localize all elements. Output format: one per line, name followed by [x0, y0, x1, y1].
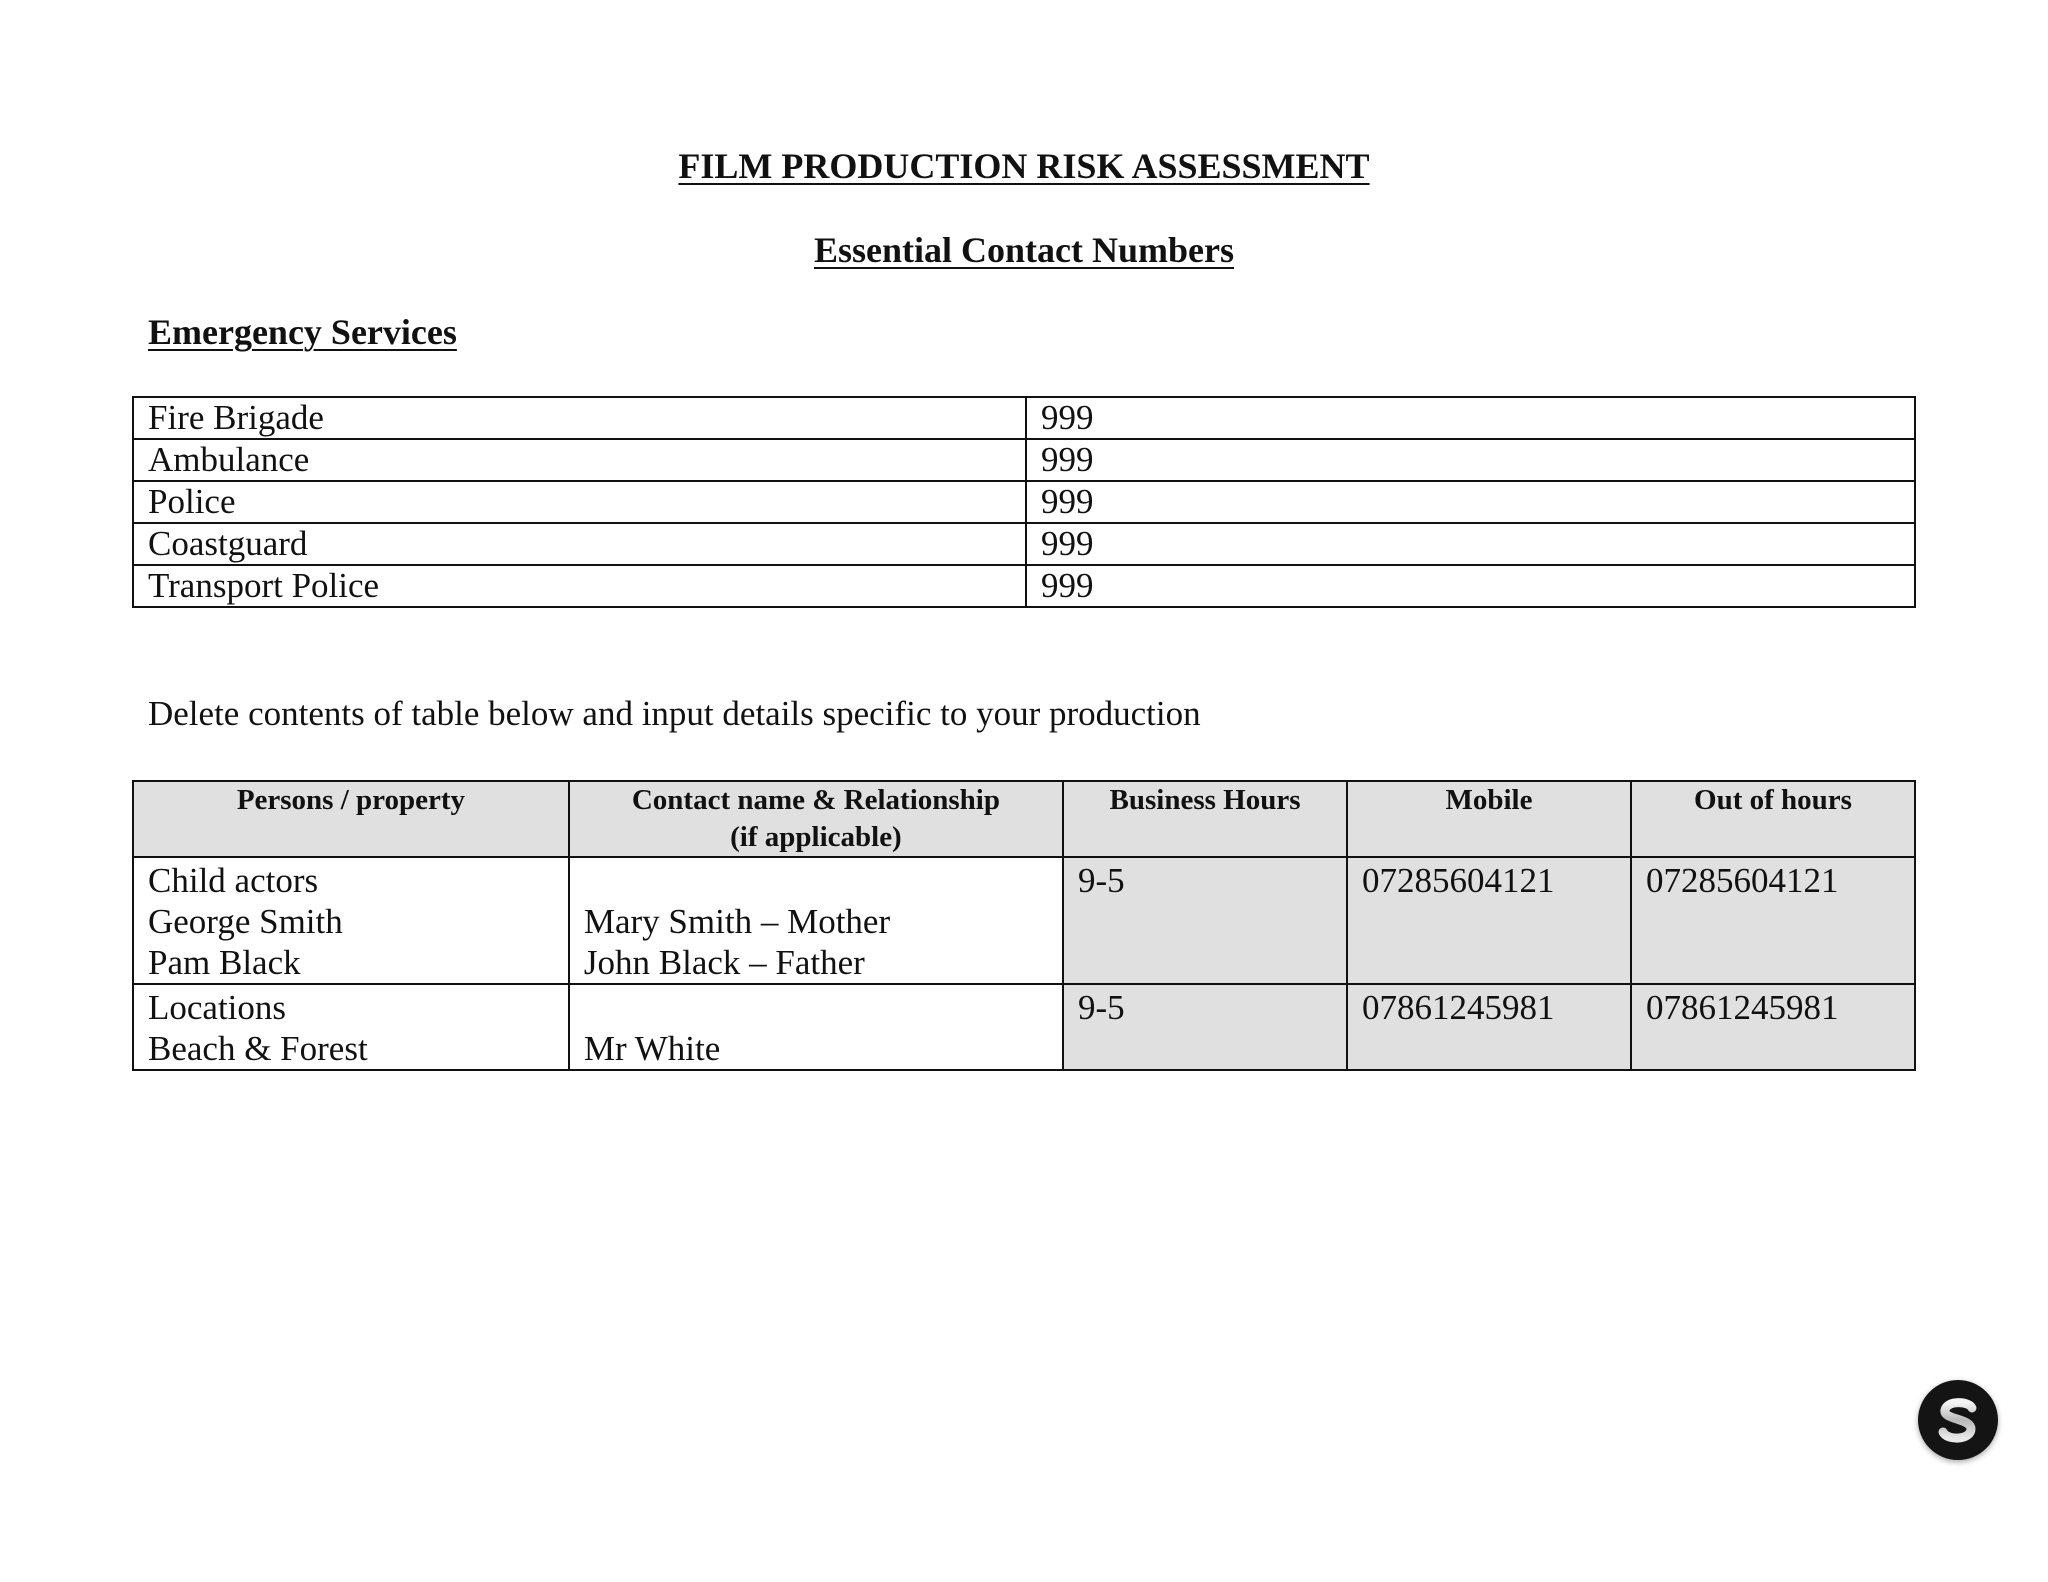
- instruction-text: Delete contents of table below and input details specific to your production: [148, 694, 1201, 733]
- contact-line: Mary Smith – Mother: [583, 902, 891, 941]
- service-number-cell: 999: [1026, 565, 1915, 607]
- persons-line: Pam Black: [148, 943, 301, 982]
- service-name-cell: Police: [133, 481, 1026, 523]
- out-of-hours-cell: 07285604121: [1631, 857, 1915, 984]
- dollar-coin-icon[interactable]: [1918, 1380, 1998, 1460]
- persons-line: Locations: [148, 988, 287, 1027]
- service-number-cell: 999: [1026, 397, 1915, 439]
- dollar-sign-icon: [1927, 1389, 1989, 1451]
- service-name-cell: Fire Brigade: [133, 397, 1026, 439]
- service-name-cell: Ambulance: [133, 439, 1026, 481]
- emergency-services-heading: [148, 310, 457, 354]
- table-row: [133, 439, 1915, 481]
- document-subtitle: [0, 228, 2048, 272]
- out-of-hours-cell: 07861245981: [1631, 984, 1915, 1070]
- persons-cell: [133, 857, 569, 984]
- emergency-services-table: [132, 396, 1916, 608]
- table-row: [133, 857, 1915, 984]
- mobile-cell: 07861245981: [1347, 984, 1631, 1070]
- service-number-cell: 999: [1026, 481, 1915, 523]
- document-title-text: FILM PRODUCTION RISK ASSESSMENT: [678, 146, 1370, 186]
- contact-line: Mr White: [583, 1029, 721, 1068]
- persons-line: Child actors: [148, 861, 319, 900]
- persons-line: Beach & Forest: [148, 1029, 368, 1068]
- business-hours-cell: 9-5: [1063, 984, 1347, 1070]
- service-name-cell: Transport Police: [133, 565, 1026, 607]
- table-row: [133, 523, 1915, 565]
- persons-line: George Smith: [148, 902, 343, 941]
- header-out-of-hours: Out of hours: [1631, 781, 1915, 857]
- table-header-row: [133, 781, 1915, 857]
- contact-cell: [569, 857, 1063, 984]
- header-contact-line1: Contact name & Relationship: [631, 784, 1000, 816]
- production-contacts-table: [132, 780, 1916, 1071]
- contact-line: [584, 860, 1048, 901]
- header-persons-property: Persons / property: [133, 781, 569, 857]
- document-title: [0, 144, 2048, 188]
- header-contact-line2: (if applicable): [730, 821, 902, 853]
- table-row: [133, 397, 1915, 439]
- emergency-services-heading-text: Emergency Services: [148, 312, 457, 352]
- service-number-cell: 999: [1026, 439, 1915, 481]
- table-row: [133, 565, 1915, 607]
- service-name-cell: Coastguard: [133, 523, 1026, 565]
- service-number-cell: 999: [1026, 523, 1915, 565]
- table-row: [133, 481, 1915, 523]
- header-contact-name: [569, 781, 1063, 857]
- contact-line: John Black – Father: [583, 943, 865, 982]
- mobile-cell: 07285604121: [1347, 857, 1631, 984]
- business-hours-cell: 9-5: [1063, 857, 1347, 984]
- header-mobile: Mobile: [1347, 781, 1631, 857]
- document-subtitle-text: Essential Contact Numbers: [814, 230, 1234, 270]
- header-business-hours: Business Hours: [1063, 781, 1347, 857]
- persons-cell: [133, 984, 569, 1070]
- contact-line: [584, 987, 1048, 1028]
- contact-cell: [569, 984, 1063, 1070]
- table-row: [133, 984, 1915, 1070]
